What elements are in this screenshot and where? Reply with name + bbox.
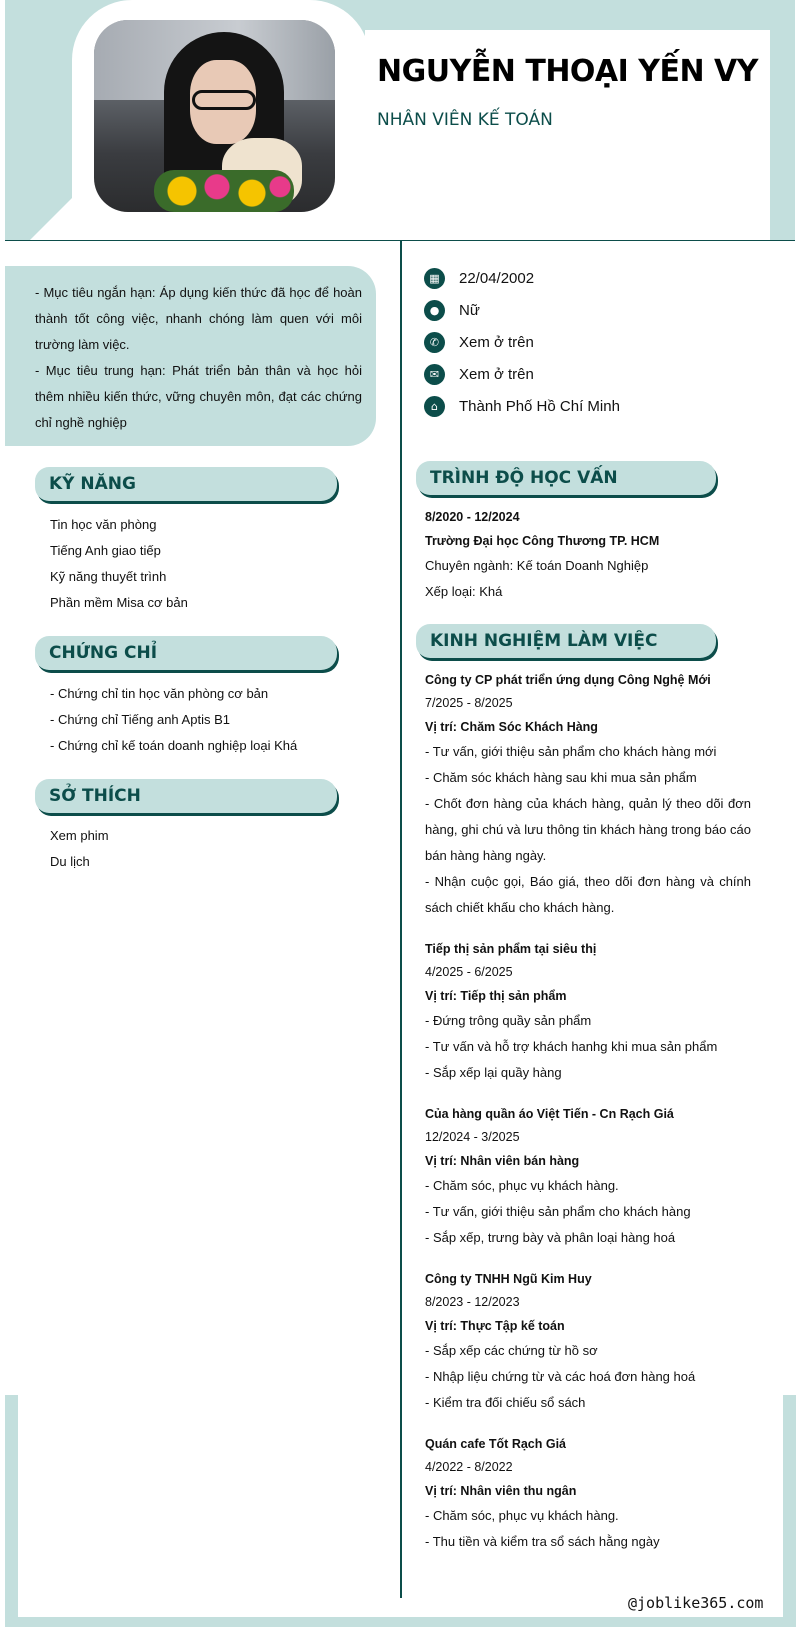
education-school: Trường Đại học Công Thương TP. HCM [425,534,660,548]
job-task: - Tư vấn và hỗ trợ khách hanhg khi mua sản phẩm [425,1039,718,1054]
frame-left [5,1395,18,1627]
education-heading: TRÌNH ĐỘ HỌC VẤN [416,461,716,495]
job-company: Công ty TNHH Ngũ Kim Huy [425,1272,592,1286]
job-task: - Sắp xếp các chứng từ hồ sơ [425,1343,598,1358]
candidate-name: NGUYỄN THOẠI YẾN VY [377,54,758,89]
job-task: - Chăm sóc, phục vụ khách hàng. [425,1178,619,1193]
job-company: Công ty CP phát triển ứng dụng Công Nghệ Mới [425,673,711,687]
frame-right [783,1395,796,1627]
education-grade: Xếp loại: Khá [425,584,503,599]
job-position: Vị trí: Nhân viên thu ngân [425,1484,577,1498]
job-task: - Đứng trông quầy sản phẩm [425,1013,592,1028]
job-position: Vị trí: Chăm Sóc Khách Hàng [425,720,598,734]
job-task: - Chăm sóc khách hàng sau khi mua sản phẩm [425,770,697,785]
skills-heading: KỸ NĂNG [35,467,337,501]
phone-icon: ✆ [424,332,445,353]
list-item: Tiếng Anh giao tiếp [50,543,161,558]
job-task: - Tư vấn, giới thiệu sản phẩm cho khách hàng mới [425,744,717,759]
person-icon: ● [424,300,445,321]
job-task: - Thu tiền và kiểm tra sổ sách hằng ngày [425,1534,660,1549]
objective-mid-term: - Mục tiêu trung hạn: Phát triển bản thân và học hỏi thêm nhiều kiến thức, vững chuyên môn, đạt các chứng chỉ nghề nghiệp [35,363,362,430]
certificates-list [50,681,297,759]
list-item: Kỹ năng thuyết trình [50,569,167,584]
home-icon: ⌂ [424,396,445,417]
job-period: 8/2023 - 12/2023 [425,1295,520,1309]
education-entry [425,505,751,605]
career-objective [5,266,376,446]
profile-photo [94,20,335,212]
education-period: 8/2020 - 12/2024 [425,510,520,524]
job-title: NHÂN VIÊN KẾ TOÁN [377,110,553,130]
job-task: - Chăm sóc, phục vụ khách hàng. [425,1508,619,1523]
list-item: - Chứng chỉ kế toán doanh nghiệp loại Khá [50,738,298,753]
list-item: - Chứng chỉ tin học văn phòng cơ bản [50,686,269,701]
job-entry [425,1102,751,1251]
hobbies-list [50,823,109,875]
job-task: - Nhập liệu chứng từ và các hoá đơn hàng hoá [425,1369,696,1384]
photo-frame-tail [30,195,75,240]
job-period: 4/2025 - 6/2025 [425,965,513,979]
job-position: Vị trí: Thực Tập kế toán [425,1319,565,1333]
job-entry [425,1267,751,1416]
job-company: Quán cafe Tốt Rạch Giá [425,1437,567,1451]
job-task: - Sắp xếp, trưng bày và phân loại hàng hoá [425,1230,676,1245]
job-task: - Tư vấn, giới thiệu sản phẩm cho khách hàng [425,1204,691,1219]
job-position: Vị trí: Tiếp thị sản phẩm [425,989,567,1003]
job-task: - Chốt đơn hàng của khách hàng, quản lý theo dõi đơn hàng, ghi chú và lưu thông tin khách hàng trong báo cáo bán hàng hàng ngày. [425,796,751,863]
job-entry [425,668,751,921]
job-company: Của hàng quần áo Việt Tiến - Cn Rạch Giá [425,1107,674,1121]
job-task: - Sắp xếp lại quầy hàng [425,1065,562,1080]
contact-address: ⌂ Thành Phố Hồ Chí Minh [424,395,620,417]
job-period: 7/2025 - 8/2025 [425,696,513,710]
hobbies-heading: SỞ THÍCH [35,779,337,813]
job-task: - Nhận cuộc gọi, Báo giá, theo dõi đơn hàng và chính sách chiết khấu cho khách hàng. [425,874,751,915]
objective-short-term: - Mục tiêu ngắn hạn: Áp dụng kiến thức đã học để hoàn thành tốt công việc, nhanh chóng làm quen với môi trường làm việc. [35,285,362,352]
job-position: Vị trí: Nhân viên bán hàng [425,1154,580,1168]
contact-phone: ✆ Xem ở trên [424,331,534,353]
contact-gender: ● Nữ [424,299,480,321]
list-item: Tin học văn phòng [50,517,157,532]
list-item: - Chứng chỉ Tiếng anh Aptis B1 [50,712,230,727]
frame-bottom [5,1617,796,1627]
mail-icon: ✉ [424,364,445,385]
skills-list [50,512,188,616]
experience-heading: KINH NGHIỆM LÀM VIỆC [416,624,716,658]
footer-watermark: @joblike365.com [628,1594,764,1612]
list-item: Xem phim [50,828,109,843]
calendar-icon: ▦ [424,268,445,289]
contact-email: ✉ Xem ở trên [424,363,534,385]
job-task: - Kiểm tra đối chiếu sổ sách [425,1395,586,1410]
contact-birthday: ▦ 22/04/2002 [424,267,534,289]
education-major: Chuyên ngành: Kế toán Doanh Nghiệp [425,558,649,573]
job-company: Tiếp thị sản phẩm tại siêu thị [425,942,597,956]
job-period: 12/2024 - 3/2025 [425,1130,520,1144]
job-period: 4/2022 - 8/2022 [425,1460,513,1474]
list-item: Phần mềm Misa cơ bản [50,595,188,610]
column-divider [400,240,402,1598]
certificates-heading: CHỨNG CHỈ [35,636,337,670]
list-item: Du lịch [50,854,90,869]
job-entry [425,937,751,1086]
job-entry [425,1432,751,1555]
